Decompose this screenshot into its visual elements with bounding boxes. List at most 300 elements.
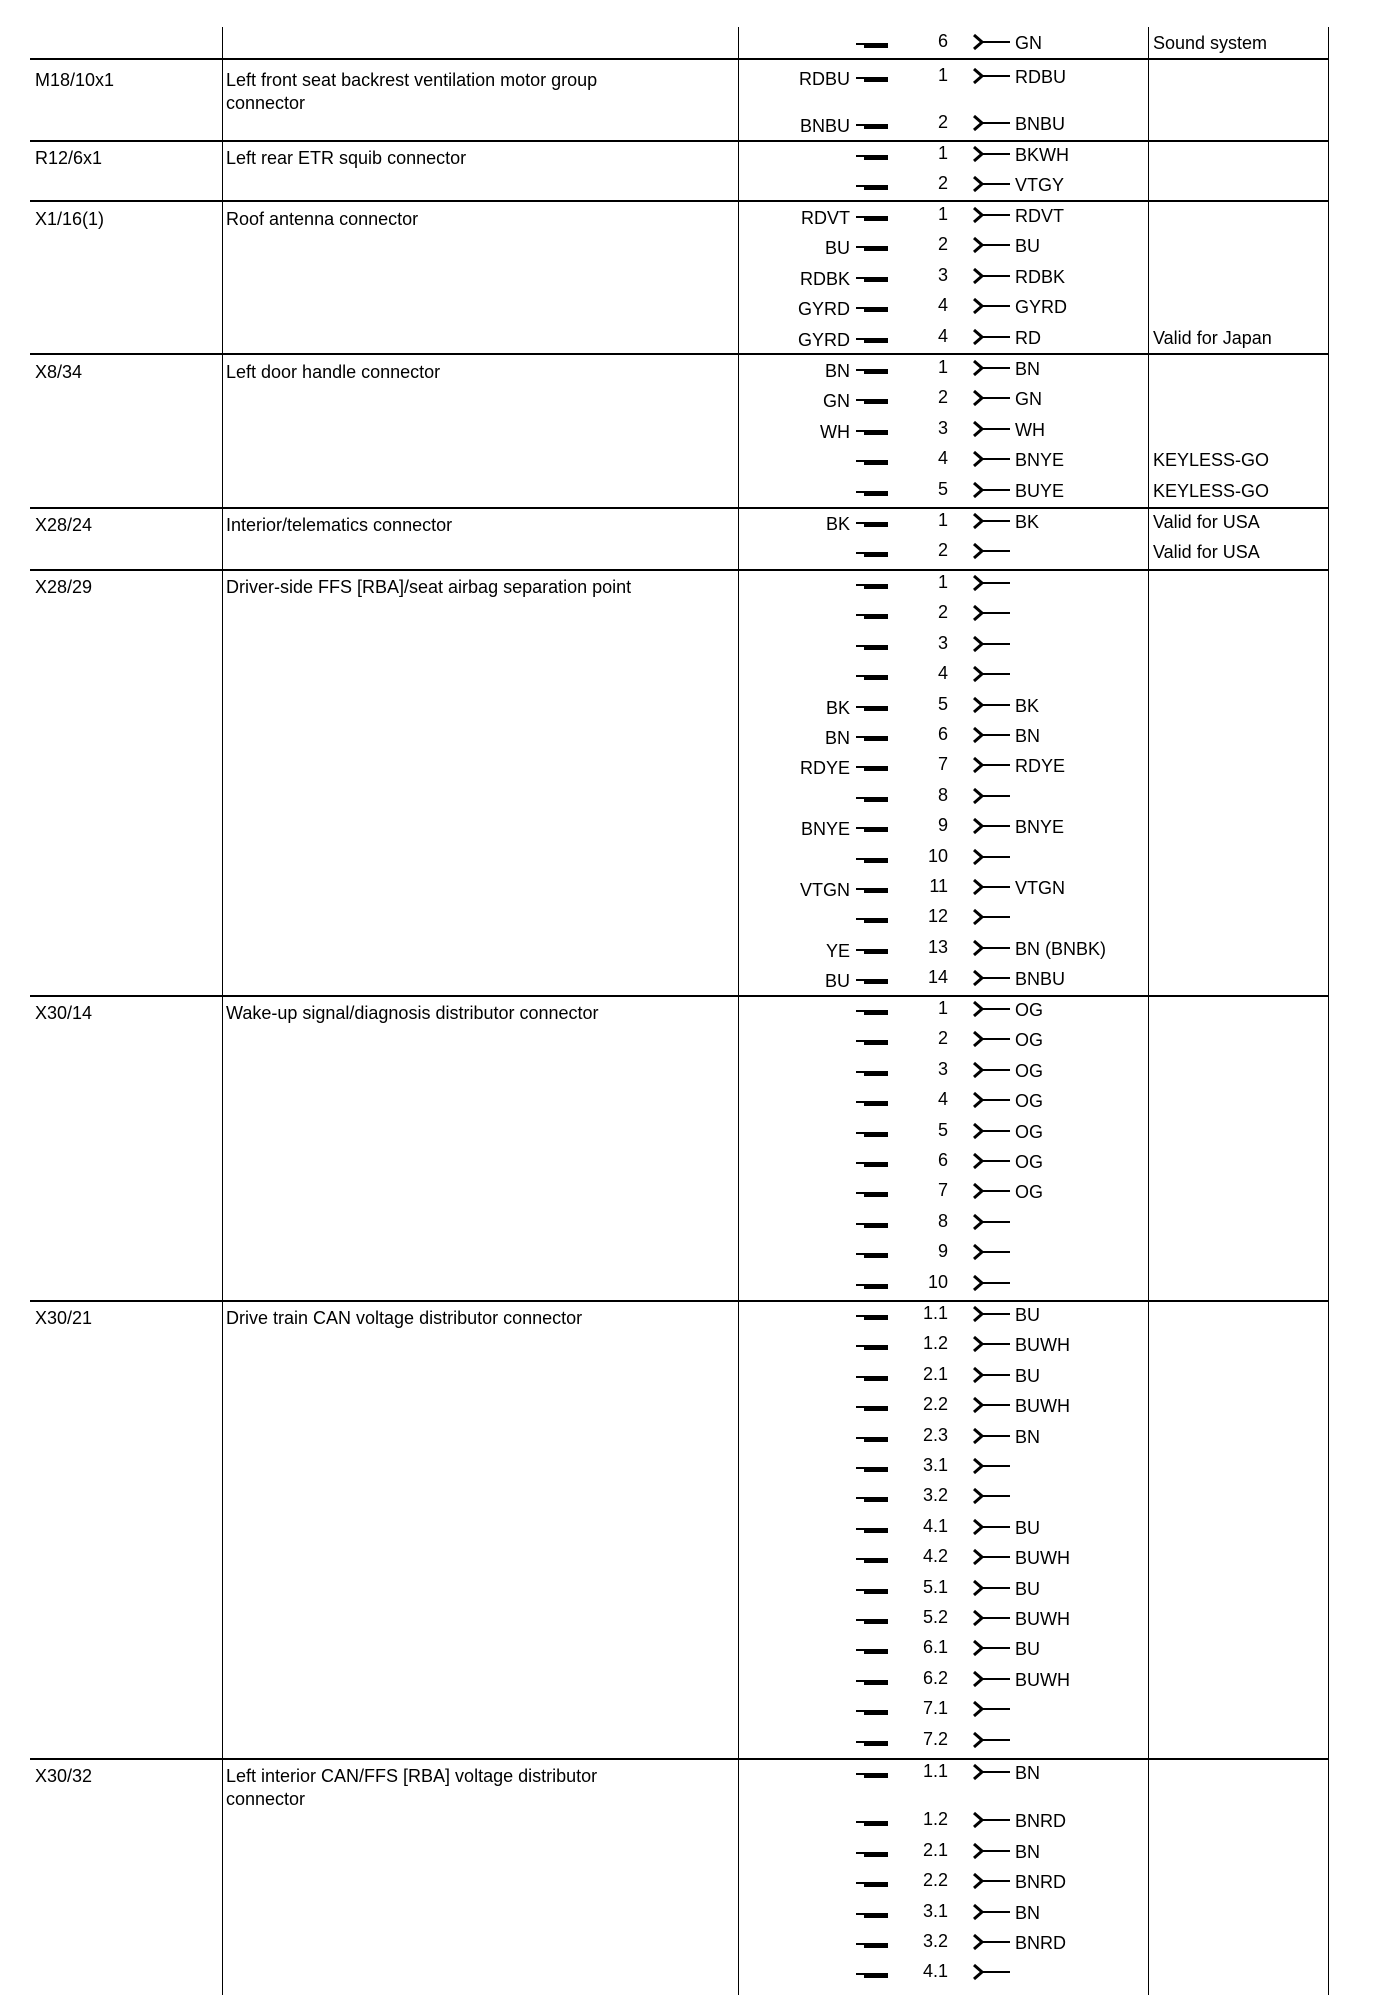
right-wire-color: BNRD — [1015, 1933, 1067, 1953]
plug-icon — [864, 1345, 888, 1350]
socket-icon — [972, 1182, 1012, 1202]
plug-tail-icon — [856, 979, 864, 981]
row-divider — [30, 995, 1328, 997]
plug-icon — [864, 584, 888, 589]
right-wire-color: BN — [1015, 726, 1041, 746]
socket-icon — [972, 1670, 1012, 1690]
plug-tail-icon — [856, 1773, 864, 1775]
socket-icon — [972, 1061, 1012, 1081]
pin-number: 2 — [937, 234, 948, 255]
plug-tail-icon — [856, 1192, 864, 1194]
right-wire-color: GYRD — [1015, 297, 1068, 318]
pin-number: 4 — [937, 1089, 948, 1110]
pin-number: 6.2 — [922, 1667, 948, 1688]
socket-icon — [972, 267, 1012, 287]
pin-number: 5.1 — [922, 1576, 948, 1597]
pin-number: 1 — [937, 65, 948, 85]
plug-icon — [864, 155, 888, 160]
left-wire-color: BK — [825, 697, 850, 718]
right-wire-color: RDBK — [1015, 266, 1066, 287]
right-wire-color: BUWH — [1015, 1669, 1070, 1690]
plug-tail-icon — [856, 645, 864, 647]
right-wire-color: RDVT — [1015, 206, 1064, 226]
left-wire-color: RDYE — [799, 758, 850, 779]
right-wire-color: BUWH — [1015, 1609, 1070, 1629]
plug-tail-icon — [856, 675, 864, 677]
pin-number: 2.1 — [922, 1839, 948, 1860]
plug-icon — [864, 185, 888, 190]
socket-icon — [972, 1548, 1012, 1568]
plug-tail-icon — [856, 1710, 864, 1712]
pin-number: 4.1 — [922, 1961, 948, 1982]
plug-tail-icon — [856, 1071, 864, 1073]
right-wire-color: BU — [1015, 1365, 1041, 1386]
plug-icon — [864, 706, 888, 711]
plug-icon — [864, 216, 888, 221]
right-wire-color: OG — [1015, 1030, 1044, 1051]
connector-description: Driver-side FFS [RBA]/seat airbag separation point — [226, 577, 632, 597]
connector-description: Interior/telematics connector — [226, 515, 453, 535]
connector-description: Drive train CAN voltage distributor connector — [226, 1308, 583, 1328]
right-wire-color: BNRD — [1015, 1872, 1067, 1893]
socket-icon — [972, 1305, 1012, 1325]
connector-code: X8/34 — [35, 362, 83, 382]
plug-tail-icon — [856, 307, 864, 309]
right-wire-color: GN — [1015, 389, 1042, 410]
socket-icon — [972, 1872, 1012, 1892]
pin-number: 4 — [937, 663, 948, 684]
left-wire-color: GN — [823, 391, 850, 412]
plug-tail-icon — [856, 1821, 864, 1823]
socket-icon — [972, 1579, 1012, 1599]
pin-number: 6 — [937, 724, 948, 744]
plug-tail-icon — [856, 1528, 864, 1530]
socket-icon — [972, 1243, 1012, 1263]
pin-number: 3 — [937, 632, 948, 653]
pin-note: Sound system — [1153, 33, 1268, 53]
plug-icon — [864, 460, 888, 465]
right-wire-color: BK — [1015, 512, 1040, 532]
plug-icon — [864, 246, 888, 251]
pin-number: 6 — [937, 1150, 948, 1170]
pin-number: 11 — [929, 876, 948, 896]
plug-tail-icon — [856, 706, 864, 708]
plug-icon — [864, 766, 888, 771]
socket-icon — [972, 1427, 1012, 1447]
plug-tail-icon — [856, 918, 864, 920]
right-wire-color: BK — [1015, 695, 1040, 716]
plug-icon — [864, 338, 888, 343]
right-wire-color: BU — [1015, 1639, 1041, 1660]
left-wire-color: BNBU — [799, 116, 850, 137]
left-wire-color: BN — [824, 728, 850, 748]
plug-tail-icon — [856, 1619, 864, 1621]
pin-number: 3.1 — [922, 1900, 948, 1921]
pin-number: 3.2 — [922, 1931, 948, 1951]
plug-icon — [864, 1376, 888, 1381]
plug-tail-icon — [856, 1010, 864, 1012]
socket-icon — [972, 1609, 1012, 1629]
plug-tail-icon — [856, 1943, 864, 1945]
connector-description: Left front seat backrest ventilation motor group — [226, 70, 598, 90]
right-wire-color: GN — [1015, 33, 1042, 53]
pin-number: 1 — [937, 998, 948, 1018]
pin-number: 9 — [937, 1241, 948, 1262]
plug-icon — [864, 1619, 888, 1624]
socket-icon — [972, 481, 1012, 501]
plug-tail-icon — [856, 1437, 864, 1439]
row-divider — [30, 140, 1328, 142]
plug-icon — [864, 827, 888, 832]
plug-icon — [864, 1101, 888, 1106]
plug-icon — [864, 277, 888, 282]
right-wire-color: OG — [1015, 1152, 1044, 1172]
plug-tail-icon — [856, 1040, 864, 1042]
left-wire-color: BK — [825, 514, 850, 534]
connector-code: R12/6x1 — [35, 148, 103, 168]
plug-icon — [864, 858, 888, 863]
socket-icon — [972, 787, 1012, 807]
plug-tail-icon — [856, 77, 864, 79]
socket-icon — [972, 1731, 1012, 1751]
pin-number: 5 — [937, 693, 948, 714]
pin-number: 1 — [937, 572, 948, 592]
plug-tail-icon — [856, 614, 864, 616]
pin-number: 5 — [937, 1119, 948, 1140]
socket-icon — [972, 574, 1012, 594]
pin-number: 4 — [937, 295, 948, 316]
pin-note: KEYLESS-GO — [1153, 450, 1270, 471]
socket-icon — [972, 389, 1012, 409]
plug-tail-icon — [856, 1406, 864, 1408]
socket-icon — [972, 1963, 1012, 1983]
right-wire-color: BN — [1015, 1902, 1041, 1923]
plug-tail-icon — [856, 399, 864, 401]
socket-icon — [972, 1335, 1012, 1355]
pin-number: 1 — [937, 204, 948, 224]
socket-icon — [972, 450, 1012, 470]
plug-tail-icon — [856, 1741, 864, 1743]
pin-number: 6.1 — [922, 1637, 948, 1658]
row-divider — [30, 353, 1328, 355]
socket-icon — [972, 1842, 1012, 1862]
right-wire-color: BUYE — [1015, 480, 1065, 501]
plug-tail-icon — [856, 1497, 864, 1499]
socket-icon — [972, 297, 1012, 317]
socket-icon — [972, 512, 1012, 532]
plug-tail-icon — [856, 1162, 864, 1164]
socket-icon — [972, 1091, 1012, 1111]
left-wire-color: RDBU — [798, 69, 850, 89]
plug-tail-icon — [856, 246, 864, 248]
row-divider — [30, 569, 1328, 571]
row-divider — [30, 58, 1328, 60]
pin-number: 2 — [937, 1028, 948, 1049]
plug-icon — [864, 1010, 888, 1015]
connector-description: connector — [226, 1789, 306, 1809]
plug-tail-icon — [856, 552, 864, 554]
plug-tail-icon — [856, 827, 864, 829]
pin-note: KEYLESS-GO — [1153, 480, 1270, 501]
plug-icon — [864, 1192, 888, 1197]
plug-tail-icon — [856, 1253, 864, 1255]
pin-number: 1 — [937, 510, 948, 530]
plug-tail-icon — [856, 155, 864, 157]
pin-note: Valid for USA — [1153, 542, 1260, 563]
pin-number: 2 — [937, 112, 948, 133]
pin-number: 1.1 — [922, 1761, 948, 1781]
right-wire-color: OG — [1015, 1000, 1044, 1020]
right-wire-color: BU — [1015, 236, 1041, 257]
plug-icon — [864, 1406, 888, 1411]
plug-icon — [864, 1741, 888, 1746]
socket-icon — [972, 696, 1012, 716]
left-wire-color: GYRD — [797, 299, 850, 320]
connector-description: Roof antenna connector — [226, 209, 419, 229]
connector-description: Left door handle connector — [226, 362, 441, 382]
plug-tail-icon — [856, 766, 864, 768]
pin-number: 5.2 — [922, 1607, 948, 1627]
socket-icon — [972, 359, 1012, 379]
left-wire-color: YE — [825, 940, 850, 961]
pin-number: 2 — [937, 540, 948, 561]
pin-number: 4 — [937, 325, 948, 346]
socket-icon — [972, 1933, 1012, 1953]
plug-icon — [864, 1223, 888, 1228]
connector-code: X30/21 — [35, 1308, 93, 1328]
plug-tail-icon — [856, 949, 864, 951]
right-wire-color: BN — [1015, 1763, 1041, 1783]
plug-icon — [864, 1710, 888, 1715]
plug-icon — [864, 491, 888, 496]
column-divider — [1328, 27, 1329, 1995]
right-wire-color: BUWH — [1015, 1335, 1070, 1356]
plug-icon — [864, 1649, 888, 1654]
plug-icon — [864, 1437, 888, 1442]
pin-number: 7 — [937, 754, 948, 775]
plug-tail-icon — [856, 522, 864, 524]
plug-tail-icon — [856, 1223, 864, 1225]
pin-number: 2.3 — [922, 1424, 948, 1445]
pin-number: 2 — [937, 387, 948, 408]
socket-icon — [972, 1700, 1012, 1720]
plug-icon — [864, 43, 888, 48]
plug-tail-icon — [856, 1315, 864, 1317]
plug-tail-icon — [856, 1558, 864, 1560]
plug-tail-icon — [856, 1132, 864, 1134]
connector-code: X28/29 — [35, 577, 93, 597]
plug-tail-icon — [856, 1284, 864, 1286]
plug-icon — [864, 1284, 888, 1289]
plug-tail-icon — [856, 338, 864, 340]
socket-icon — [972, 67, 1012, 87]
plug-tail-icon — [856, 1913, 864, 1915]
socket-icon — [972, 175, 1012, 195]
socket-icon — [972, 1518, 1012, 1538]
plug-icon — [864, 1497, 888, 1502]
pin-number: 3 — [937, 1058, 948, 1079]
row-divider — [30, 1300, 1328, 1302]
plug-icon — [864, 1315, 888, 1320]
plug-tail-icon — [856, 124, 864, 126]
plug-icon — [864, 1913, 888, 1918]
connector-code: X28/24 — [35, 515, 93, 535]
right-wire-color: OG — [1015, 1091, 1044, 1112]
connector-description: Wake-up signal/diagnosis distributor connector — [226, 1003, 599, 1023]
connector-code: X30/32 — [35, 1766, 93, 1786]
pin-number: 2.2 — [922, 1870, 948, 1891]
plug-tail-icon — [856, 797, 864, 799]
pin-number: 4.1 — [922, 1515, 948, 1536]
right-wire-color: RDYE — [1015, 756, 1066, 777]
right-wire-color: OG — [1015, 1182, 1044, 1203]
right-wire-color: RDBU — [1015, 67, 1067, 87]
pin-number: 2.1 — [922, 1363, 948, 1384]
connector-code: M18/10x1 — [35, 70, 115, 90]
plug-icon — [864, 1558, 888, 1563]
right-wire-color: WH — [1015, 419, 1045, 440]
plug-tail-icon — [856, 491, 864, 493]
pin-number: 7 — [937, 1180, 948, 1201]
socket-icon — [972, 726, 1012, 746]
column-divider — [222, 27, 223, 1995]
plug-icon — [864, 1132, 888, 1137]
plug-tail-icon — [856, 1467, 864, 1469]
plug-icon — [864, 77, 888, 82]
plug-icon — [864, 736, 888, 741]
left-wire-color: WH — [820, 421, 850, 442]
right-wire-color: BNRD — [1015, 1811, 1067, 1832]
plug-icon — [864, 1973, 888, 1978]
left-wire-color: BU — [824, 238, 850, 259]
pin-number: 2.2 — [922, 1394, 948, 1415]
pin-number: 13 — [927, 936, 948, 957]
pin-number: 1.2 — [922, 1809, 948, 1830]
right-wire-color: BN — [1015, 359, 1041, 379]
left-wire-color: RDBK — [799, 268, 850, 289]
left-wire-color: BN — [824, 361, 850, 381]
plug-icon — [864, 645, 888, 650]
pin-number: 7.1 — [922, 1698, 948, 1719]
plug-icon — [864, 552, 888, 557]
socket-icon — [972, 1152, 1012, 1172]
pin-number: 4.2 — [922, 1546, 948, 1567]
plug-tail-icon — [856, 185, 864, 187]
plug-tail-icon — [856, 1973, 864, 1975]
socket-icon — [972, 114, 1012, 134]
socket-icon — [972, 1487, 1012, 1507]
left-wire-color: RDVT — [801, 208, 850, 228]
plug-tail-icon — [856, 277, 864, 279]
socket-icon — [972, 1122, 1012, 1142]
pin-number: 7.2 — [922, 1728, 948, 1749]
pin-number: 5 — [937, 478, 948, 499]
plug-icon — [864, 1162, 888, 1167]
right-wire-color: BN (BNBK) — [1015, 938, 1107, 959]
pin-note: Valid for USA — [1153, 512, 1260, 532]
socket-icon — [972, 1000, 1012, 1020]
socket-icon — [972, 33, 1012, 53]
right-wire-color: BUWH — [1015, 1548, 1070, 1569]
plug-tail-icon — [856, 1649, 864, 1651]
right-wire-color: OG — [1015, 1121, 1044, 1142]
row-divider — [30, 507, 1328, 509]
plug-tail-icon — [856, 430, 864, 432]
plug-icon — [864, 307, 888, 312]
plug-tail-icon — [856, 216, 864, 218]
socket-icon — [972, 1639, 1012, 1659]
pin-number: 6 — [937, 31, 948, 51]
plug-icon — [864, 522, 888, 527]
socket-icon — [972, 1811, 1012, 1831]
plug-tail-icon — [856, 1376, 864, 1378]
pin-number: 12 — [927, 906, 948, 927]
socket-icon — [972, 756, 1012, 776]
pin-number: 1.1 — [922, 1303, 948, 1323]
plug-icon — [864, 979, 888, 984]
connector-description: Left rear ETR squib connector — [226, 148, 467, 168]
socket-icon — [972, 1366, 1012, 1386]
plug-icon — [864, 1589, 888, 1594]
plug-icon — [864, 124, 888, 129]
pin-number: 2 — [937, 602, 948, 623]
pin-number: 2 — [937, 173, 948, 194]
plug-tail-icon — [856, 888, 864, 890]
plug-tail-icon — [856, 736, 864, 738]
right-wire-color: BKWH — [1015, 145, 1069, 165]
left-wire-color: BU — [824, 971, 850, 992]
socket-icon — [972, 969, 1012, 989]
right-wire-color: BNBU — [1015, 114, 1066, 135]
connector-description: Left interior CAN/FFS [RBA] voltage distributor — [226, 1766, 598, 1786]
socket-icon — [972, 236, 1012, 256]
plug-icon — [864, 675, 888, 680]
pin-number: 4 — [937, 448, 948, 469]
right-wire-color: OG — [1015, 1060, 1044, 1081]
socket-icon — [972, 635, 1012, 655]
pin-number: 1 — [937, 143, 948, 163]
plug-icon — [864, 1253, 888, 1258]
socket-icon — [972, 939, 1012, 959]
right-wire-color: BU — [1015, 1305, 1041, 1325]
socket-icon — [972, 328, 1012, 348]
right-wire-color: BU — [1015, 1578, 1041, 1599]
socket-icon — [972, 908, 1012, 928]
socket-icon — [972, 1274, 1012, 1294]
pin-number: 10 — [927, 845, 948, 866]
pin-number: 8 — [937, 1210, 948, 1231]
plug-tail-icon — [856, 1680, 864, 1682]
plug-icon — [864, 1680, 888, 1685]
plug-icon — [864, 369, 888, 374]
plug-tail-icon — [856, 1852, 864, 1854]
socket-icon — [972, 145, 1012, 165]
plug-icon — [864, 1071, 888, 1076]
plug-icon — [864, 1882, 888, 1887]
right-wire-color: BNYE — [1015, 450, 1065, 471]
pin-number: 10 — [927, 1271, 948, 1292]
socket-icon — [972, 1213, 1012, 1233]
plug-icon — [864, 949, 888, 954]
plug-tail-icon — [856, 1101, 864, 1103]
connector-code: X30/14 — [35, 1003, 93, 1023]
plug-icon — [864, 1467, 888, 1472]
plug-icon — [864, 1773, 888, 1778]
socket-icon — [972, 206, 1012, 226]
plug-icon — [864, 614, 888, 619]
plug-icon — [864, 399, 888, 404]
socket-icon — [972, 817, 1012, 837]
